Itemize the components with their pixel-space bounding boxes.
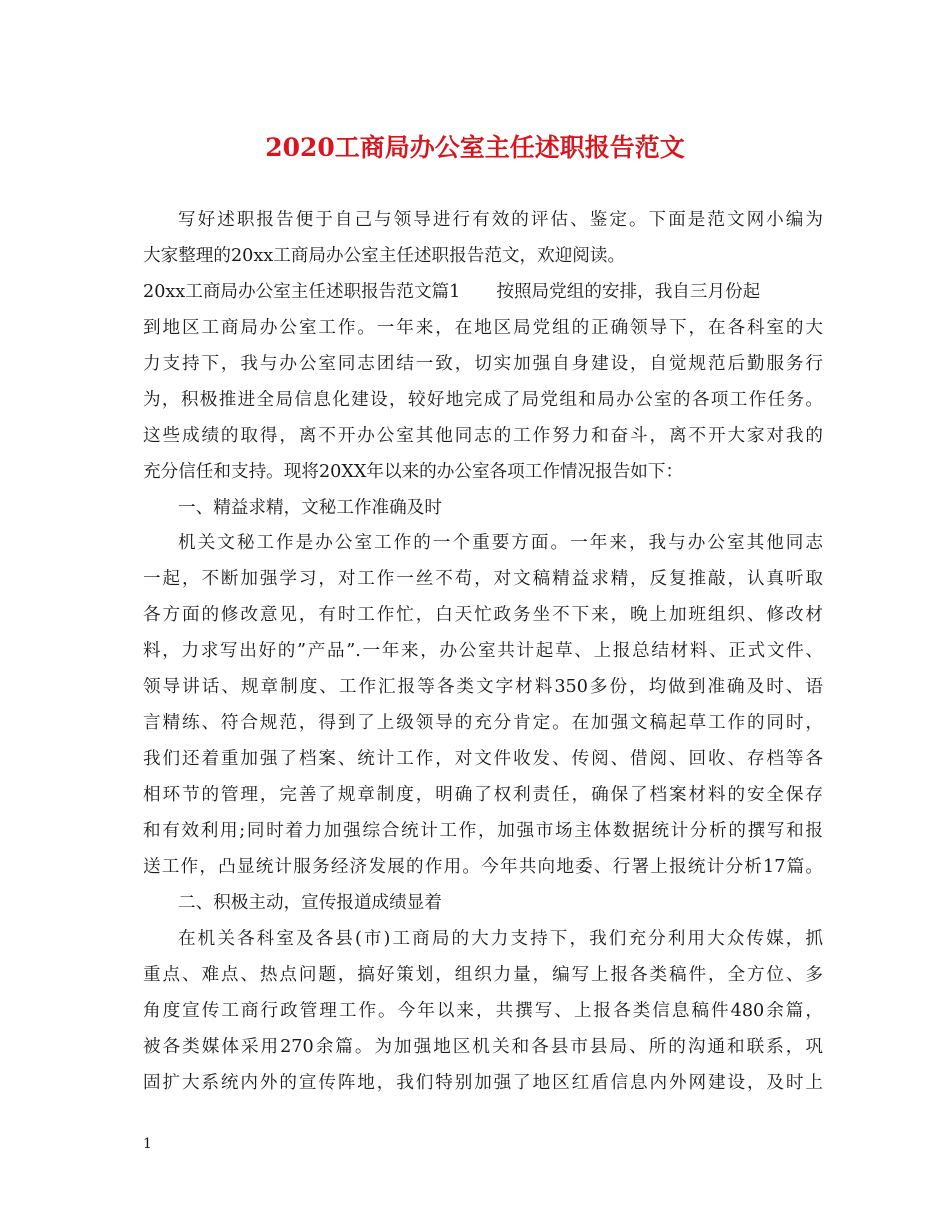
text-line: 被各类媒体采用270余篇。为加强地区机关和各县市县局、所的沟通和联系，巩 <box>143 1036 823 1057</box>
text-line: 言精练、符合规范，得到了上级领导的充分肯定。在加强文稿起草工作的同时， <box>143 713 823 734</box>
text-line: 角度宣传工商行政管理工作。今年以来，共撰写、上报各类信息稿件480余篇， <box>143 1000 823 1021</box>
text-line: 重点、难点、热点问题，搞好策划，组织力量，编写上报各类稿件，全方位、多 <box>143 964 823 985</box>
text-line <box>143 275 823 311</box>
text-line: 机关文秘工作是办公室工作的一个重要方面。一年来，我与办公室其他同志 <box>178 533 823 554</box>
text-line: 充分信任和支持。现将20XX年以来的办公室各项工作情况报告如下： <box>143 461 684 482</box>
text-line: 和有效利用;同时着力加强综合统计工作，加强市场主体数据统计分析的撰写和报 <box>143 820 823 841</box>
text-line: 大家整理的20xx工商局办公室主任述职报告范文，欢迎阅读。 <box>143 245 626 266</box>
page-number: 1 <box>143 1136 152 1152</box>
text-line: 这些成绩的取得，离不开办公室其他同志的工作努力和奋斗，离不开大家对我的 <box>143 425 823 446</box>
section-heading: 一、精益求精，文秘工作准确及时 <box>178 497 442 518</box>
text-line: 固扩大系统内外的宣传阵地，我们特别加强了地区红盾信息内外网建设，及时上 <box>143 1072 823 1093</box>
text-line: 相环节的管理，完善了规章制度，明确了权利责任，确保了档案材料的安全保存 <box>143 785 823 805</box>
text-line: 领导讲话、规章制度、工作汇报等各类文字材料350多份，均做到准确及时、语 <box>143 677 823 698</box>
document-body <box>143 203 823 1101</box>
text-line: 为，积极推进全局信息化建设，较好地完成了局党组和局办公室的各项工作任务。 <box>143 389 823 410</box>
text-line: 送工作，凸显统计服务经济发展的作用。今年共向地委、行署上报统计分析17篇。 <box>143 856 823 877</box>
text-span: 按照局党组的安排，我自三月份起 <box>496 281 761 302</box>
text-line: 在机关各科室及各县(市)工商局的大力支持下，我们充分利用大众传媒，抓 <box>178 928 823 949</box>
text-line: 到地区工商局办公室工作。一年来，在地区局党组的正确领导下，在各科室的大 <box>143 317 823 338</box>
text-line: 一起，不断加强学习，对工作一丝不苟，对文稿精益求精，反复推敲，认真听取 <box>143 569 823 590</box>
text-line: 我们还着重加强了档案、统计工作，对文件收发、传阅、借阅、回收、存档等各 <box>143 749 823 770</box>
text-line: 料，力求写出好的”产品”.一年来，办公室共计起草、上报总结材料、正式文件、 <box>143 641 823 662</box>
section-heading: 二、积极主动，宣传报道成绩显着 <box>178 892 442 913</box>
text-line: 写好述职报告便于自己与领导进行有效的评估、鉴定。下面是范文网小编为 <box>178 210 823 230</box>
text-line: 各方面的修改意见，有时工作忙，白天忙政务坐不下来，晚上加班组织、修改材 <box>143 605 823 626</box>
document-title: 2020工商局办公室主任述职报告范文 <box>265 133 685 162</box>
section-heading: 20xx工商局办公室主任述职报告范文篇1 <box>143 281 461 302</box>
text-line: 力支持下，我与办公室同志团结一致，切实加强自身建设，自觉规范后勤服务行 <box>143 353 823 374</box>
